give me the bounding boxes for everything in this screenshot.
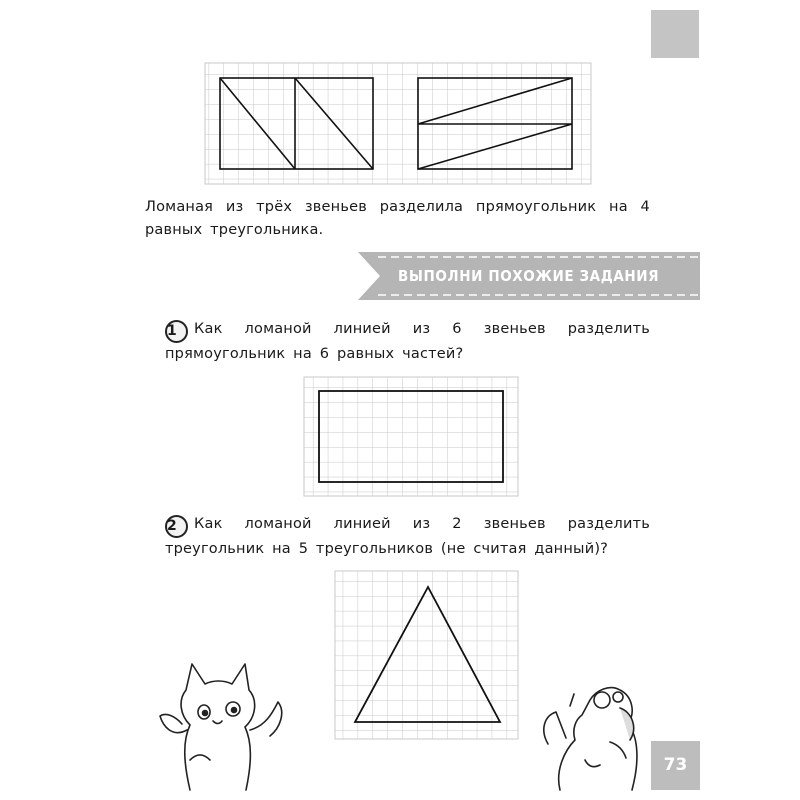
task-number-badge: 2 bbox=[165, 515, 188, 538]
cat-right-illustration bbox=[544, 688, 637, 790]
example-grid bbox=[205, 63, 591, 184]
example-description: Ломаная из трёх звеньев разделила прямоугольник на 4 равных треугольника. bbox=[145, 199, 650, 238]
page-number: 73 bbox=[651, 741, 700, 790]
task-text: Как ломаной линией из 6 звеньев разделить прямоугольник на 6 равных частей? bbox=[165, 321, 650, 362]
task-text: Как ломаной линией из 2 звеньев разделить треугольник на 5 треугольников (не считая данный)? bbox=[165, 516, 650, 557]
cat-left-illustration bbox=[160, 664, 282, 790]
task-1 bbox=[165, 318, 650, 366]
task2-grid bbox=[335, 571, 518, 739]
task-2 bbox=[165, 513, 650, 561]
task1-grid bbox=[304, 377, 518, 496]
task-number-badge: 1 bbox=[165, 320, 188, 343]
section-banner-title: ВЫПОЛНИ ПОХОЖИЕ ЗАДАНИЯ bbox=[398, 267, 660, 285]
